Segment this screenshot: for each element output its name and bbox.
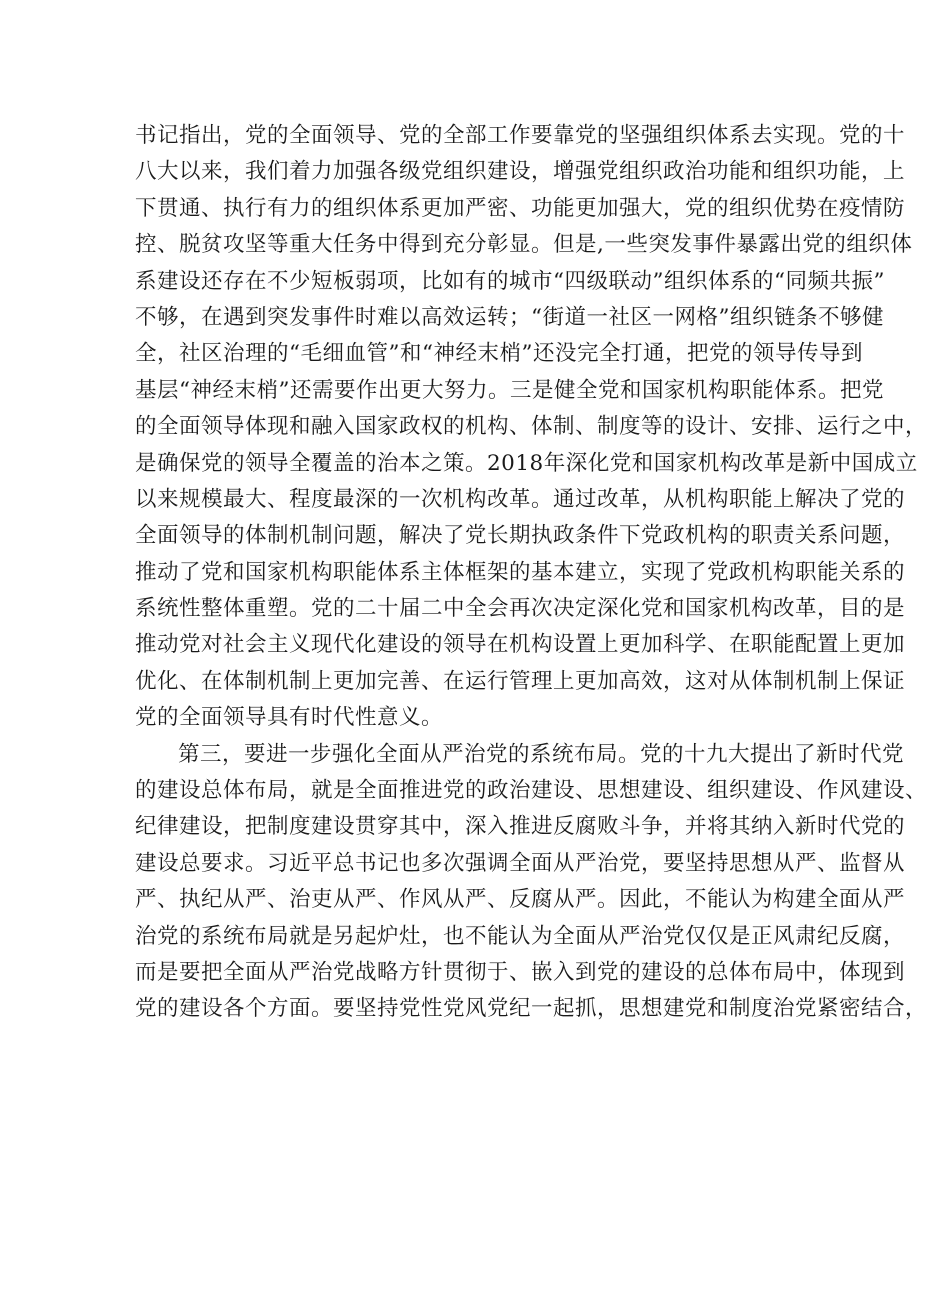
text-line: 系统性整体重塑。党的二十届二中全会再次决定深化党和国家机构改革，目的是 (135, 596, 906, 622)
text-line: 全面领导的体制机制问题，解决了党长期执政条件下党政机构的职责关系问题， (135, 523, 906, 549)
text-line: 基层“神经末梢”还需要作出更大努力。三是健全党和国家机构职能体系。把党 (135, 377, 884, 403)
document-body (135, 118, 927, 1028)
text-line: 治党的系统布局就是另起炉灶，也不能认为全面从严治党仅仅是正风肃纪反腐， (135, 923, 906, 949)
text-line: 严、执纪从严、治吏从严、作风从严、反腐从严。因此，不能认为构建全面从严 (135, 887, 906, 913)
text-line: 全，社区治理的“毛细血管”和“神经末梢”还没完全打通，把党的领导传导到 (135, 341, 863, 367)
text-line: 是确保党的领导全覆盖的治本之策。2018年深化党和国家机构改革是新中国成立 (135, 450, 918, 476)
text-line: 优化、在体制机制上更加完善、在运行管理上更加高效，这对从体制机制上保证 (135, 668, 906, 694)
text-line: 系建设还存在不少短板弱项，比如有的城市“四级联动”组织体系的“同频共振” (135, 268, 885, 294)
paragraph-first-line: 第三，要进一步强化全面从严治党的系统布局。党的十九大提出了新时代党 (178, 741, 905, 767)
text-line: 八大以来，我们着力加强各级党组织建设，增强党组织政治功能和组织功能，上 (135, 159, 906, 185)
paragraph-end-line: 党的全面领导具有时代性意义。 (135, 705, 444, 731)
text-line: 的建设总体布局，就是全面推进党的政治建设、思想建设、组织建设、作风建设、 (135, 778, 927, 804)
text-line: 建设总要求。习近平总书记也多次强调全面从严治党，要坚持思想从严、监督从 (135, 850, 906, 876)
text-line: 下贯通、执行有力的组织体系更加严密、功能更加强大，党的组织优势在疫情防 (135, 195, 906, 221)
text-line: 不够，在遇到突发事件时难以高效运转；“街道一社区一网格”组织链条不够健 (135, 304, 884, 330)
text-line: 而是要把全面从严治党战略方针贯彻于、嵌入到党的建设的总体布局中，体现到 (135, 959, 906, 985)
text-line: 推动了党和国家机构职能体系主体框架的基本建立，实现了党政机构职能关系的 (135, 559, 906, 585)
text-line: 的全面领导体现和融入国家政权的机构、体制、制度等的设计、安排、运行之中， (135, 414, 927, 440)
text-line: 控、脱贫攻坚等重大任务中得到充分彰显。但是,一些突发事件暴露出党的组织体 (135, 232, 913, 258)
text-line: 以来规模最大、程度最深的一次机构改革。通过改革，从机构职能上解决了党的 (135, 486, 906, 512)
text-line: 书记指出，党的全面领导、党的全部工作要靠党的坚强组织体系去实现。党的十 (135, 123, 906, 148)
text-line: 推动党对社会主义现代化建设的领导在机构设置上更加科学、在职能配置上更加 (135, 632, 906, 658)
text-line: 党的建设各个方面。要坚持党性党风党纪一起抓，思想建党和制度治党紧密结合， (135, 996, 927, 1022)
text-line: 纪律建设，把制度建设贯穿其中，深入推进反腐败斗争，并将其纳入新时代党的 (135, 814, 906, 840)
